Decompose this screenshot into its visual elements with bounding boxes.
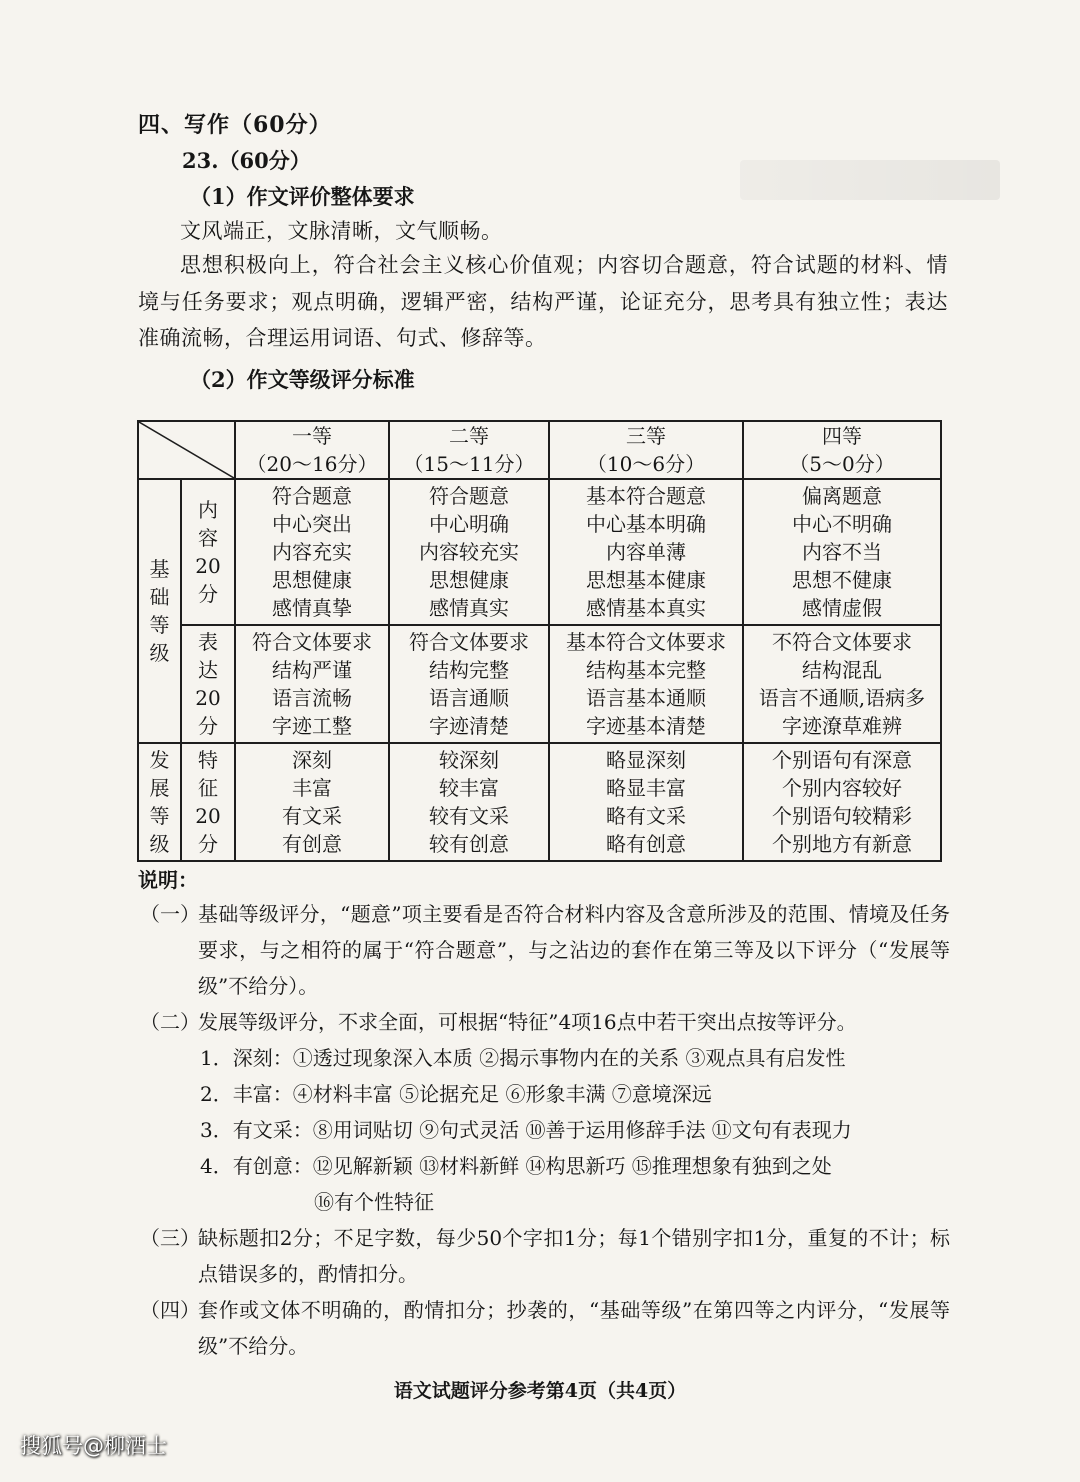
expression-grade-1: 符合文体要求 结构严谨 语言流畅 字迹工整 (235, 625, 389, 743)
content-row (138, 479, 941, 625)
note-label: （三） (140, 1226, 200, 1250)
grade-header-1: 一等 （20～16分） (235, 421, 389, 479)
expression-label: 表 达 20 分 (181, 625, 235, 743)
feature-label: 特 征 20 分 (181, 743, 235, 861)
feature-grade-4: 个别语句有深意 个别内容较好 个别语句较精彩 个别地方有新意 (743, 743, 941, 861)
grading-table (137, 420, 942, 862)
expression-grade-2: 符合文体要求 结构完整 语言通顺 字迹清楚 (389, 625, 549, 743)
paragraph-thought: 思想积极向上，符合社会主义核心价值观；内容切合题意，符合试题的材料、情境与任务要求；观点明确，逻辑严密，结构严谨，论证充分，思考具有独立性；表达准确流畅，合理运用词语、句式、修辞等。 (138, 253, 948, 350)
criterion-literary: 3．有文采：⑧用词贴切 ⑨句式灵活 ⑩善于运用修辞手法 ⑪文句有表现力 (200, 1118, 852, 1142)
note-text: 基础等级评分，“题意”项主要看是否符合材料内容及含意所涉及的范围、情境及任务要求，与之相符的属于“符合题意”，与之沾边的套作在第三等及以下评分（“发展等级”不给分）。 (198, 902, 950, 998)
content-grade-4: 偏离题意 中心不明确 内容不当 思想不健康 感情虚假 (743, 479, 941, 625)
note-text: 缺标题扣2分；不足字数，每少50个字扣1分；每1个错别字扣1分，重复的不计；标点错误多的，酌情扣分。 (198, 1226, 950, 1286)
content-grade-3: 基本符合题意 中心基本明确 内容单薄 思想基本健康 感情基本真实 (549, 479, 743, 625)
note-2 (140, 1004, 950, 1040)
note-4 (140, 1292, 950, 1364)
basic-level-label: 基 础 等 级 (138, 479, 181, 743)
question-number: 23.（60分） (182, 148, 311, 173)
grade-header-4: 四等 （5～0分） (743, 421, 941, 479)
feature-grade-3: 略显深刻 略显丰富 略有文采 略有创意 (549, 743, 743, 861)
watermark: 搜狐号@柳酒士 (20, 1434, 167, 1458)
grade-header-2: 二等 （15～11分） (389, 421, 549, 479)
note-3 (140, 1220, 950, 1292)
expression-grade-4: 不符合文体要求 结构混乱 语言不通顺,语病多 字迹潦草难辨 (743, 625, 941, 743)
criterion-personality: ⑯有个性特征 (314, 1190, 434, 1214)
expression-row (138, 625, 941, 743)
note-label: （一） (140, 902, 200, 926)
development-level-label: 发 展 等 级 (138, 743, 181, 861)
section-title: 四、写作（60分） (138, 112, 332, 138)
criterion-creativity: 4．有创意：⑫见解新颖 ⑬材料新鲜 ⑭构思新巧 ⑮推理想象有独到之处 (200, 1154, 832, 1178)
diagonal-header-cell (138, 421, 235, 479)
notes-title: 说明： (138, 868, 198, 892)
note-label: （四） (140, 1298, 200, 1322)
note-label: （二） (140, 1010, 200, 1034)
subheading-grading-standard: （2）作文等级评分标准 (190, 367, 415, 392)
content-label: 内 容 20 分 (181, 479, 235, 625)
feature-row (138, 743, 941, 861)
grade-header-row (138, 421, 941, 479)
expression-grade-3: 基本符合文体要求 结构基本完整 语言基本通顺 字迹基本清楚 (549, 625, 743, 743)
feature-grade-2: 较深刻 较丰富 较有文采 较有创意 (389, 743, 549, 861)
content-grade-2: 符合题意 中心明确 内容较充实 思想健康 感情真实 (389, 479, 549, 625)
note-1 (140, 896, 950, 1004)
paragraph-style: 文风端正，文脉清晰，文气顺畅。 (180, 219, 503, 243)
grade-header-3: 三等 （10～6分） (549, 421, 743, 479)
subheading-overall-requirements: （1）作文评价整体要求 (190, 184, 415, 209)
note-text: 发展等级评分，不求全面，可根据“特征”4项16点中若干突出点按等评分。 (198, 1010, 857, 1034)
content-grade-1: 符合题意 中心突出 内容充实 思想健康 感情真挚 (235, 479, 389, 625)
feature-grade-1: 深刻 丰富 有文采 有创意 (235, 743, 389, 861)
note-text: 套作或文体不明确的，酌情扣分；抄袭的，“基础等级”在第四等之内评分，“发展等级”不给分。 (198, 1298, 950, 1358)
criterion-depth: 1．深刻：①透过现象深入本质 ②揭示事物内在的关系 ③观点具有启发性 (200, 1046, 846, 1070)
page-footer: 语文试题评分参考第4页（共4页） (393, 1380, 687, 1402)
bleed-through-shadow (740, 160, 1000, 200)
criterion-richness: 2．丰富：④材料丰富 ⑤论据充足 ⑥形象丰满 ⑦意境深远 (200, 1082, 712, 1106)
